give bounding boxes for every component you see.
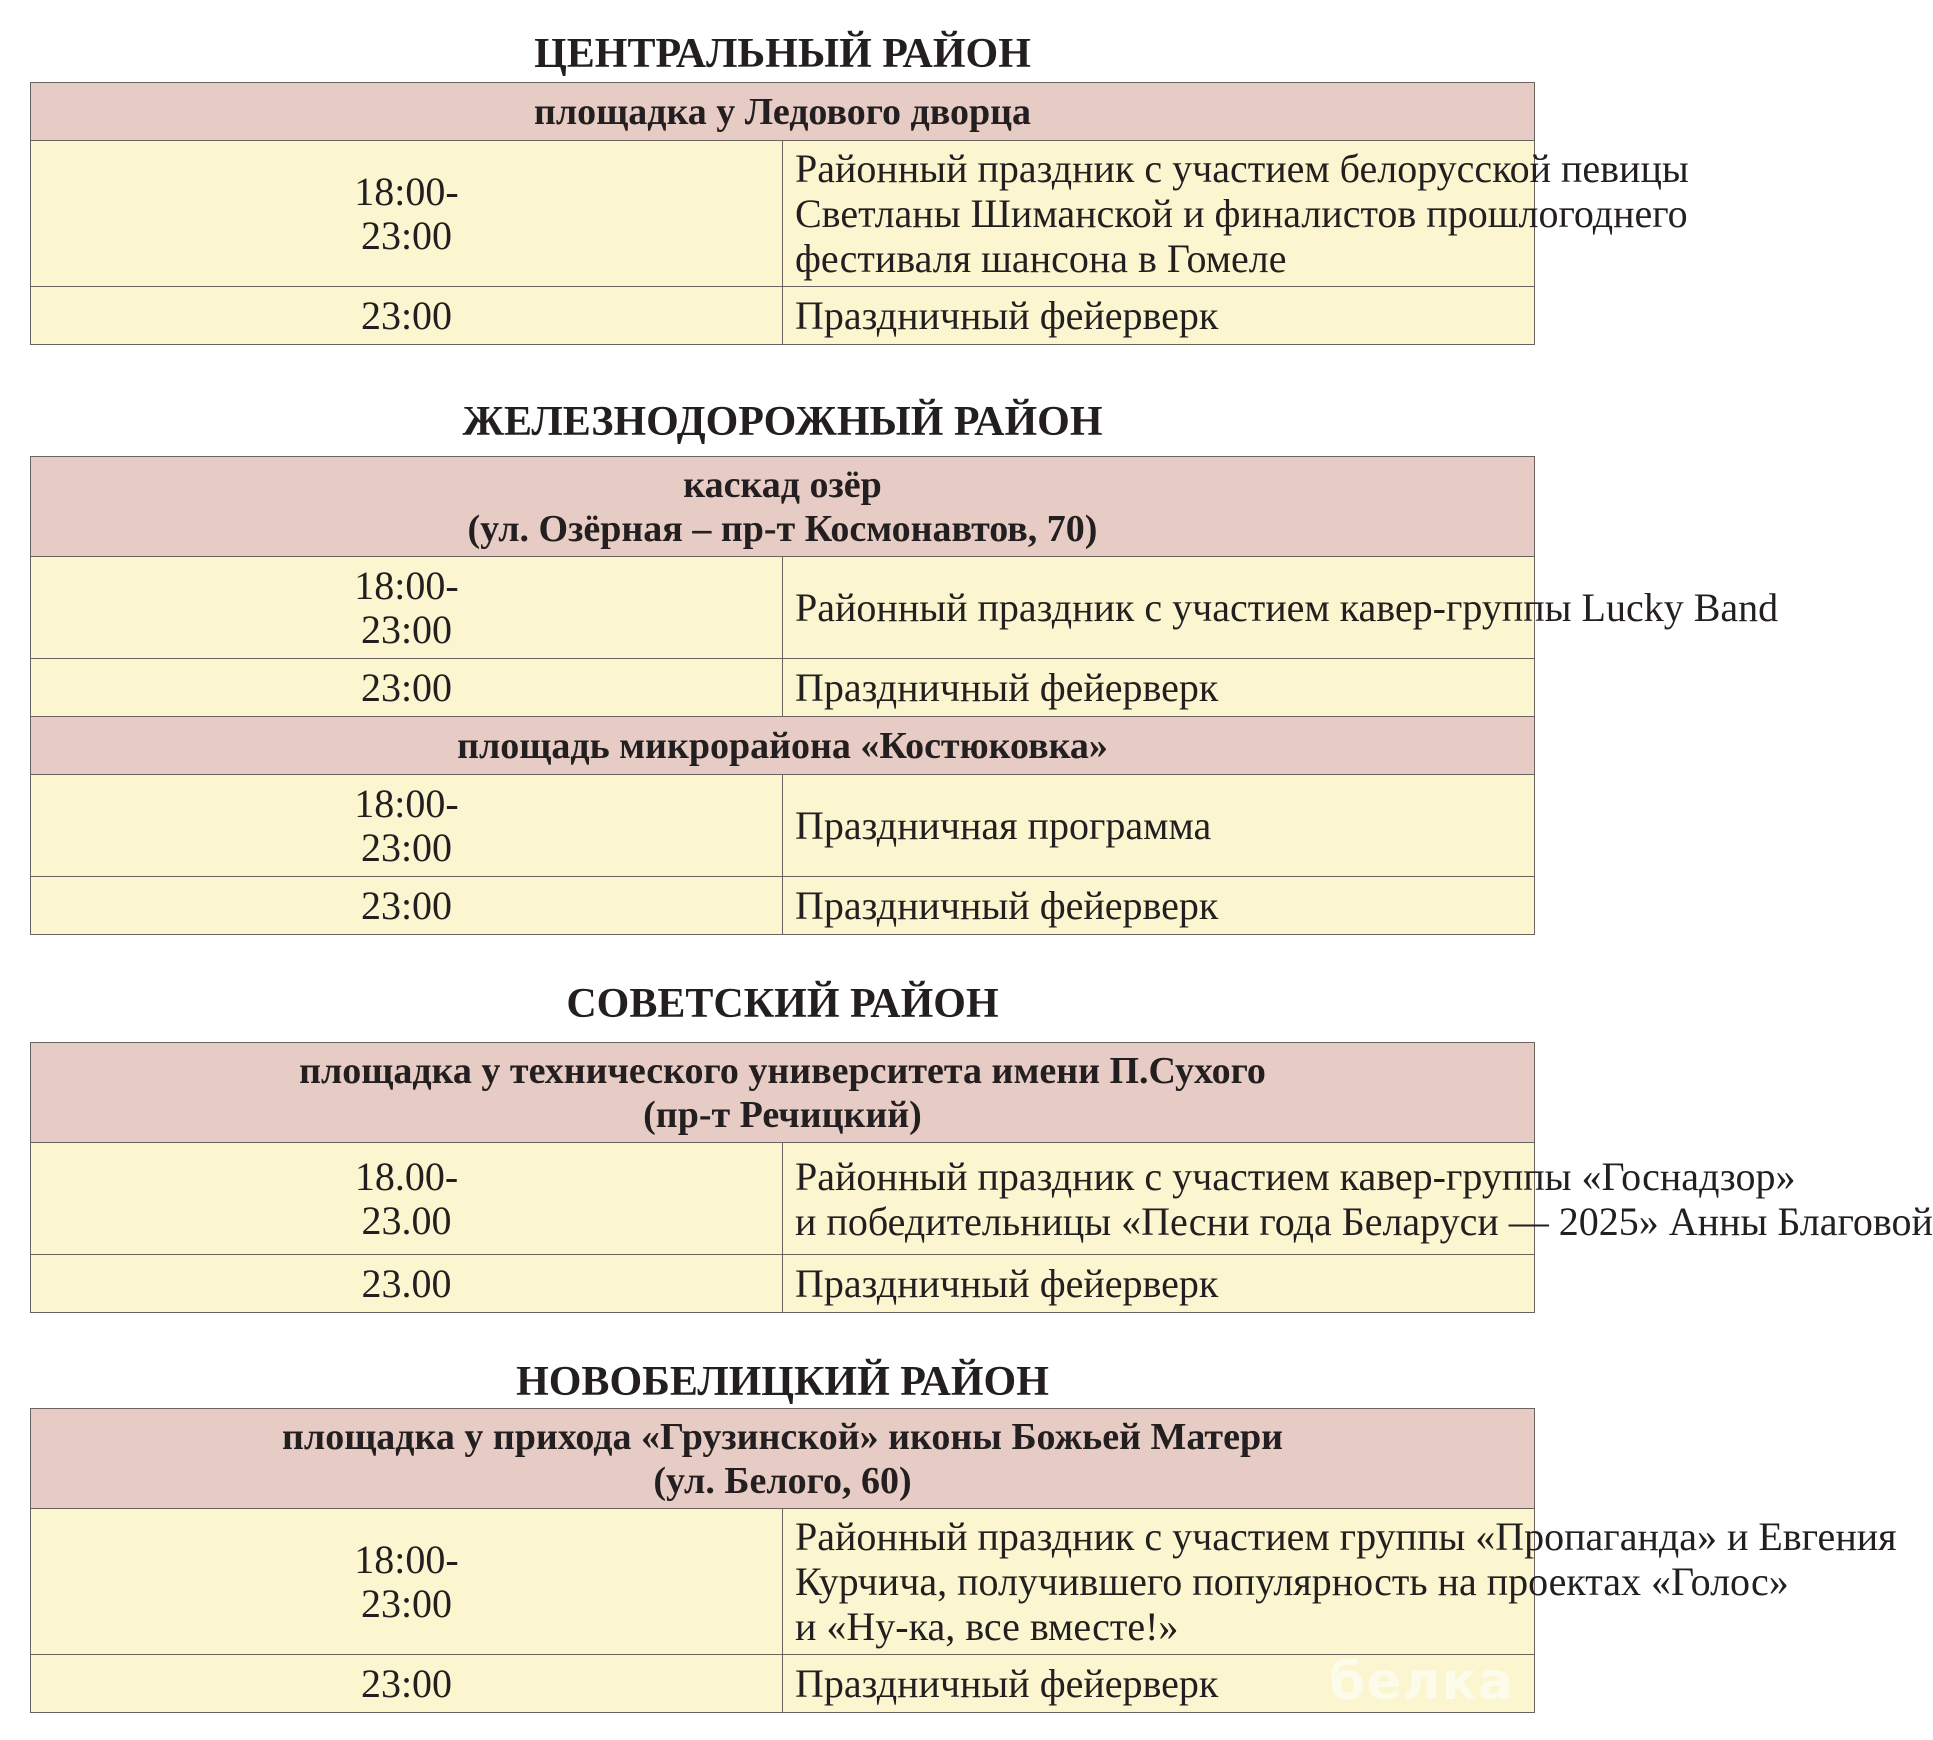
venue-name: площадка у Ледового дворца	[533, 90, 1032, 133]
event-cell	[783, 1143, 1933, 1255]
time-start: 23:00	[360, 882, 453, 928]
district-title: ЖЕЛЕЗНОДОРОЖНЫЙ РАЙОН	[462, 399, 1103, 445]
time-start: 18:00-	[354, 562, 459, 608]
event-line: и победительницы «Песни года Беларуси — 2025» Анны Благовой	[795, 1198, 1933, 1244]
event-cell	[783, 775, 1535, 877]
event-line: Праздничный фейерверк	[795, 665, 1219, 710]
district-title: ЦЕНТРАЛЬНЫЙ РАЙОН	[534, 31, 1031, 77]
venue-address: (пр-т Речицкий)	[643, 1093, 922, 1136]
event-cell	[783, 877, 1535, 935]
time-cell	[31, 287, 783, 345]
schedule-table	[30, 1042, 1933, 1313]
district-railway	[30, 398, 1779, 935]
event-cell	[783, 1255, 1535, 1313]
watermark-logo: белка	[1328, 1652, 1514, 1712]
time-start: 23:00	[360, 1660, 453, 1706]
event-line: Праздничный фейерверк	[795, 1261, 1219, 1306]
event-line: и «Ну-ка, все вместе!»	[795, 1604, 1179, 1649]
venue-header	[31, 83, 1535, 141]
event-line: Праздничный фейерверк	[795, 1661, 1219, 1706]
district-soviet	[30, 980, 1933, 1313]
venue-name: площадь микрорайона «Костюковка»	[457, 724, 1108, 767]
time-start: 18:00-	[354, 168, 459, 214]
district-central	[30, 30, 1689, 345]
event-line: Праздничный фейерверк	[795, 883, 1219, 928]
event-line: Районный праздник с участием кавер-группы «Госнадзор»	[795, 1153, 1796, 1199]
venue-name: площадка у прихода «Грузинской» иконы Божьей Матери	[282, 1415, 1283, 1458]
time-start: 23.00	[361, 1260, 452, 1306]
event-line: Праздничный фейерверк	[795, 293, 1219, 338]
venue-name: площадка у технического университета имени П.Сухого	[299, 1049, 1266, 1092]
time-cell	[31, 1655, 783, 1713]
district-novobelitsky	[30, 1358, 1897, 1713]
venue-name: каскад озёр	[683, 463, 882, 506]
event-cell	[783, 659, 1535, 717]
event-cell	[783, 141, 1689, 287]
time-cell	[31, 1143, 783, 1255]
event-line: Районный праздник с участием группы «Пропаганда» и Евгения	[795, 1514, 1897, 1559]
event-cell	[783, 1509, 1897, 1655]
time-start: 23:00	[360, 664, 453, 710]
venue-header	[31, 1409, 1535, 1509]
time-cell	[31, 1509, 783, 1655]
time-end: 23:00	[360, 824, 453, 870]
event-line: фестиваля шансона в Гомеле	[795, 236, 1287, 281]
venue-header	[31, 457, 1535, 557]
time-start: 18:00-	[354, 1536, 459, 1582]
time-cell	[31, 1255, 783, 1313]
time-cell	[31, 877, 783, 935]
event-line: Праздничная программа	[795, 803, 1212, 848]
schedule-table	[30, 82, 1689, 345]
event-line: Светланы Шиманской и финалистов прошлогоднего	[795, 191, 1688, 236]
district-title: СОВЕТСКИЙ РАЙОН	[566, 981, 999, 1027]
venue-header	[31, 717, 1535, 775]
time-cell	[31, 659, 783, 717]
event-line: Районный праздник с участием кавер-группы Lucky Band	[795, 585, 1779, 630]
event-line: Районный праздник с участием белорусской певицы	[795, 146, 1689, 191]
venue-address: (ул. Белого, 60)	[653, 1459, 912, 1502]
event-line: Курчича, получившего популярность на проектах «Голос»	[795, 1559, 1789, 1604]
venue-header	[31, 1043, 1535, 1143]
time-start: 18:00-	[354, 780, 459, 826]
time-end: 23:00	[360, 212, 453, 258]
venue-address: (ул. Озёрная – пр-т Космонавтов, 70)	[467, 507, 1098, 550]
event-cell	[783, 557, 1779, 659]
time-cell	[31, 557, 783, 659]
event-cell	[783, 287, 1535, 345]
time-start: 18.00-	[354, 1153, 459, 1199]
schedule-table	[30, 1408, 1897, 1713]
time-cell	[31, 141, 783, 287]
time-end: 23:00	[360, 606, 453, 652]
time-cell	[31, 775, 783, 877]
time-start: 23:00	[360, 292, 453, 338]
schedule-table	[30, 456, 1779, 935]
time-end: 23:00	[360, 1580, 453, 1626]
district-title: НОВОБЕЛИЦКИЙ РАЙОН	[516, 1359, 1049, 1405]
time-end: 23.00	[361, 1197, 452, 1243]
